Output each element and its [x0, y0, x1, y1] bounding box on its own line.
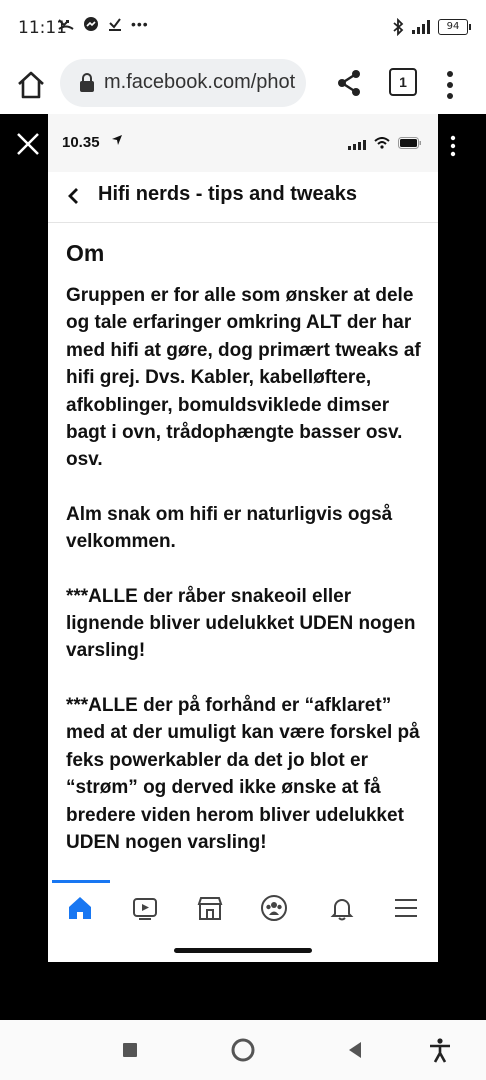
status-time: 11:11	[18, 18, 67, 38]
browser-toolbar	[0, 56, 486, 114]
about-paragraph: ***ALLE der på forhånd er “afklaret” med at der umuligt kan være forskel på feks powerkabler da det jo blot er “strøm” og derved ikke ønske at få bredere viden herom bliver udelukket UDEN nogen varsling!	[66, 694, 420, 853]
missed-call-icon	[58, 17, 74, 31]
home-icon[interactable]	[14, 68, 48, 102]
recents-icon[interactable]	[116, 1036, 144, 1064]
lock-icon	[78, 73, 96, 93]
ios-home-indicator	[174, 948, 312, 953]
groups-icon[interactable]	[260, 894, 288, 922]
group-title: Hifi nerds - tips and tweaks	[98, 183, 357, 205]
ios-status-bar	[48, 114, 438, 172]
system-icons	[392, 18, 468, 36]
about-description	[66, 282, 428, 883]
download-done-icon	[108, 16, 122, 32]
about-paragraph: ***ALLE der råber snakeoil eller lignende bliver udelukket UDEN nogen varsling!	[66, 585, 416, 662]
video-icon[interactable]	[131, 894, 159, 922]
group-header	[48, 172, 438, 223]
notification-icons	[58, 16, 149, 32]
shared-photo	[48, 114, 438, 962]
ios-time: 10.35	[62, 134, 100, 151]
android-status-bar	[0, 0, 486, 56]
ios-battery-icon	[398, 137, 422, 149]
about-paragraph: Alm snak om hifi er naturligvis også velkommen.	[66, 503, 393, 553]
about-heading: Om	[66, 240, 105, 266]
back-chevron-icon[interactable]	[62, 184, 86, 208]
signal-icon	[412, 20, 430, 34]
hamburger-menu-icon[interactable]	[392, 894, 420, 922]
more-menu-icon[interactable]	[440, 68, 460, 102]
location-arrow-icon	[111, 134, 123, 146]
home-icon[interactable]	[66, 894, 94, 922]
marketplace-icon[interactable]	[196, 894, 224, 922]
cellular-icon	[348, 136, 366, 150]
about-paragraph: Gruppen er for alle som ønsker at dele og tale erfaringer omkring ALT der har med hifi at gøre, dog primært tweaks af hifi grej. Dvs. Kabler, kabelløftere, afkoblinger, bomuldsviklede dimser bagt i ovn, trådophængte basser osv. osv.	[66, 285, 421, 471]
messenger-icon	[83, 16, 99, 32]
facebook-tab-bar	[48, 880, 438, 932]
share-icon[interactable]	[334, 68, 364, 98]
android-nav-bar	[0, 1020, 486, 1080]
wifi-icon	[374, 137, 390, 149]
back-icon[interactable]	[341, 1036, 369, 1064]
bell-icon[interactable]	[328, 894, 356, 922]
photo-options-icon[interactable]	[446, 134, 460, 158]
more-notifications-icon: •••	[131, 16, 149, 32]
home-circle-icon[interactable]	[229, 1036, 257, 1064]
active-tab-indicator	[52, 880, 110, 883]
tab-switcher-button[interactable]: 1	[389, 68, 417, 96]
url-text: m.facebook.com/phot	[104, 71, 296, 93]
address-bar[interactable]	[60, 59, 306, 107]
ios-system-icons	[348, 136, 422, 150]
bluetooth-icon	[392, 18, 404, 36]
close-icon[interactable]	[14, 130, 42, 158]
accessibility-icon[interactable]	[426, 1036, 454, 1064]
battery-icon: 94	[438, 19, 468, 35]
